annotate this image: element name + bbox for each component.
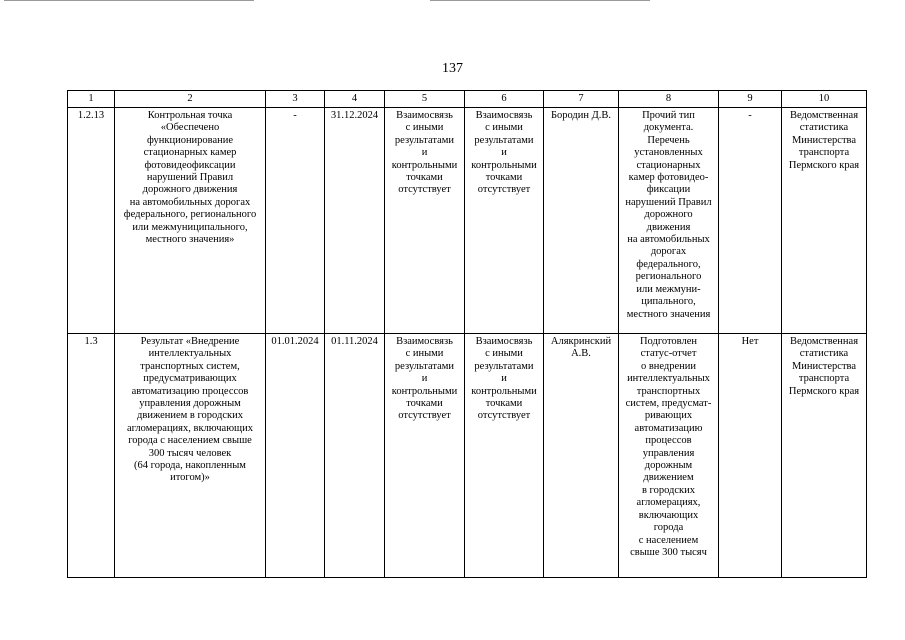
- table-row: [68, 108, 867, 334]
- header-cell-10: 10: [782, 91, 867, 108]
- top-rule-right: [430, 0, 650, 1]
- predecessor-cell: Взаимосвязь с иными результатами и контрольными точками отсутствует: [385, 108, 465, 334]
- document-type-cell: Подготовлен статус-отчет о внедрении интеллектуальных транспортных систем, предусмат- ривающих автоматизацию процессов управления дорожным движением в городских агломерациях, включающих города с населением свыше 300 тысяч: [619, 334, 719, 578]
- data-table: [67, 90, 867, 578]
- header-row: [68, 91, 867, 108]
- start-date-cell: 01.01.2024: [266, 334, 325, 578]
- start-date-cell: -: [266, 108, 325, 334]
- end-date-cell: 01.11.2024: [325, 334, 385, 578]
- page-number: 137: [442, 61, 463, 76]
- source-cell: Ведомственная статистика Министерства транспорта Пермского края: [782, 334, 867, 578]
- flag-cell: Нет: [719, 334, 782, 578]
- header-cell-4: 4: [325, 91, 385, 108]
- header-cell-3: 3: [266, 91, 325, 108]
- responsible-cell: Алякринский А.В.: [544, 334, 619, 578]
- flag-cell: -: [719, 108, 782, 334]
- successor-cell: Взаимосвязь с иными результатами и контрольными точками отсутствует: [465, 334, 544, 578]
- responsible-cell: Бородин Д.В.: [544, 108, 619, 334]
- header-cell-6: 6: [465, 91, 544, 108]
- name-cell: Результат «Внедрение интеллектуальных транспортных систем, предусматривающих автоматизацию процессов управления дорожным движением в городских агломерациях, включающих города с населением свыше 300 тысяч человек (64 города, накопленным итогом)»: [115, 334, 266, 578]
- header-cell-8: 8: [619, 91, 719, 108]
- source-cell: Ведомственная статистика Министерства транспорта Пермского края: [782, 108, 867, 334]
- header-cell-1: 1: [68, 91, 115, 108]
- name-cell: Контрольная точка «Обеспечено функционирование стационарных камер фотовидеофиксации нарушений Правил дорожного движения на автомобильных дорогах федерального, регионального или межмуниципального, местного значения»: [115, 108, 266, 334]
- document-type-cell: Прочий тип документа. Перечень установленных стационарных камер фотовидео- фиксации нарушений Правил дорожного движения на автомобильных дорогах федерального, регионального или межмуни- ципального, местного значения: [619, 108, 719, 334]
- header-cell-5: 5: [385, 91, 465, 108]
- top-rule-left: [4, 0, 254, 1]
- row-number-cell: 1.2.13: [68, 108, 115, 334]
- predecessor-cell: Взаимосвязь с иными результатами и контрольными точками отсутствует: [385, 334, 465, 578]
- header-cell-7: 7: [544, 91, 619, 108]
- table-row: [68, 334, 867, 578]
- successor-cell: Взаимосвязь с иными результатами и контрольными точками отсутствует: [465, 108, 544, 334]
- row-number-cell: 1.3: [68, 334, 115, 578]
- end-date-cell: 31.12.2024: [325, 108, 385, 334]
- header-cell-2: 2: [115, 91, 266, 108]
- header-cell-9: 9: [719, 91, 782, 108]
